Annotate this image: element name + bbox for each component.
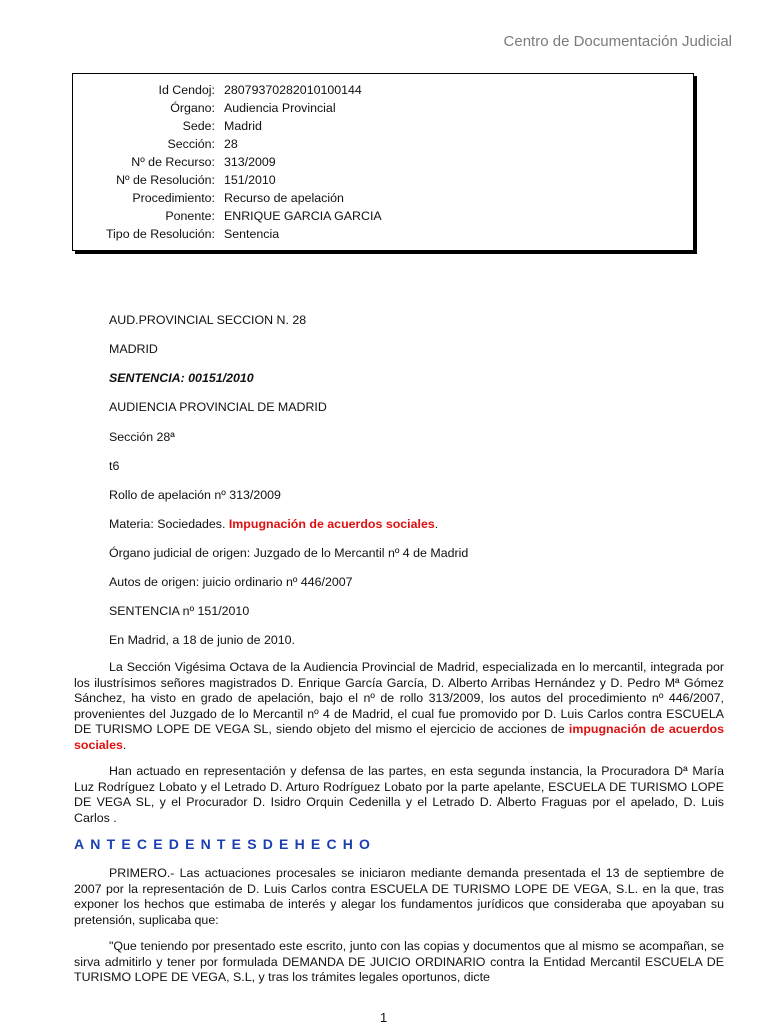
meta-label: Nº de Resolución: <box>116 173 215 187</box>
page-number: 1 <box>380 1010 388 1025</box>
rollo-line: Rollo de apelación nº 313/2009 <box>109 488 281 502</box>
materia-prefix: Materia: Sociedades. <box>109 517 229 531</box>
meta-label: Tipo de Resolución: <box>105 227 215 241</box>
meta-value: Audiencia Provincial <box>224 101 336 115</box>
meta-value: 151/2010 <box>224 173 276 187</box>
meta-value: ENRIQUE GARCIA GARCIA <box>224 209 382 223</box>
materia-highlight: Impugnación de acuerdos sociales <box>228 517 435 531</box>
paragraph-seccion <box>74 660 724 754</box>
meta-label: Sección: <box>167 137 215 151</box>
metadata-box <box>72 73 694 251</box>
court-line: AUD.PROVINCIAL SECCION N. 28 <box>109 313 307 327</box>
meta-value: Recurso de apelación <box>224 191 344 205</box>
paragraph-primero: PRIMERO.- Las actuaciones procesales se iniciaron mediante demanda presentada el 13 de septiembre de 2007 por la representación de D. Luis Carlos contra ESCUELA DE TURISMO LOPE DE VEGA, S.L. en la que, tras exponer los hechos que estimaba de interés y alegar los fundamentos jurídicos que consideraba que apoyaban su pretensión, suplicaba que: <box>74 866 724 927</box>
paragraph-text: La Sección Vigésima Octava de la Audiencia Provincial de Madrid, especializada en lo mercantil, integrada por los ilustrísimos señores magistrados D. Enrique García García, D. Alberto Arribas Hernández y D. Pedro Mª Gómez Sánchez, ha visto en grado de apelación, bajo el nº de rollo 313/2009, los autos del procedimiento nº 446/2007, provenientes del Juzgado de lo Mercantil nº 4 de Madrid, el cual fue promovido por D. Luis Carlos contra ESCUELA DE TURISMO LOPE DE VEGA SL, siendo objeto del mismo el ejercicio de acciones de <box>74 660 724 737</box>
antecedentes-heading: ANTECEDENTESDEHECHO <box>74 836 377 852</box>
meta-value: Sentencia <box>224 227 280 241</box>
materia-line <box>109 515 438 533</box>
audiencia-line: AUDIENCIA PROVINCIAL DE MADRID <box>109 400 327 414</box>
meta-value: 28079370282010100144 <box>224 83 362 97</box>
materia-suffix: . <box>434 517 439 531</box>
t6-line: t6 <box>109 459 120 473</box>
sentencia-heading: SENTENCIA: 00151/2010 <box>109 371 254 385</box>
city-line: MADRID <box>109 342 158 356</box>
paragraph-quote: "Que teniendo por presentado este escrito, junto con las copias y documentos que al mismo se acompañan, se sirva admitirlo y tener por formulada DEMANDA DE JUICIO ORDINARIO contra la Entidad Mercantil ESCUELA DE TURISMO LOPE DE VEGA, S.L, y tras los trámites legales oportunos, dicte <box>74 939 724 985</box>
document-source-title: Centro de Documentación Judicial <box>503 33 732 50</box>
meta-value: 313/2009 <box>224 155 276 169</box>
meta-value: 28 <box>224 137 238 151</box>
meta-label: Nº de Recurso: <box>131 155 215 169</box>
meta-value: Madrid <box>224 119 262 133</box>
date-line: En Madrid, a 18 de junio de 2010. <box>109 633 295 647</box>
meta-label: Sede: <box>182 119 215 133</box>
paragraph-end: . <box>122 737 127 752</box>
paragraph-highlight: impugnación de acuerdos sociales <box>74 722 724 752</box>
organo-origen-line: Órgano judicial de origen: Juzgado de lo Mercantil nº 4 de Madrid <box>109 546 469 560</box>
meta-label: Id Cendoj: <box>158 83 215 97</box>
meta-label: Procedimiento: <box>132 191 215 205</box>
seccion-line: Sección 28ª <box>109 430 175 444</box>
meta-label: Ponente: <box>165 209 215 223</box>
autos-line: Autos de origen: juicio ordinario nº 446/2007 <box>109 575 353 589</box>
meta-label: Órgano: <box>170 101 215 115</box>
paragraph-representation: Han actuado en representación y defensa de las partes, en esta segunda instancia, la Procuradora Dª María Luz Rodríguez Lobato y el Letrado D. Arturo Rodríguez Lobato por la parte apelante, ESCUELA DE TURISMO LOPE DE VEGA SL, y el Procurador D. Isidro Orquin Cedenilla y el Letrado D. Alberto Fraguas por el apelado, D. Luis Carlos . <box>74 764 724 825</box>
sentencia-number-line: SENTENCIA nº 151/2010 <box>109 604 250 618</box>
